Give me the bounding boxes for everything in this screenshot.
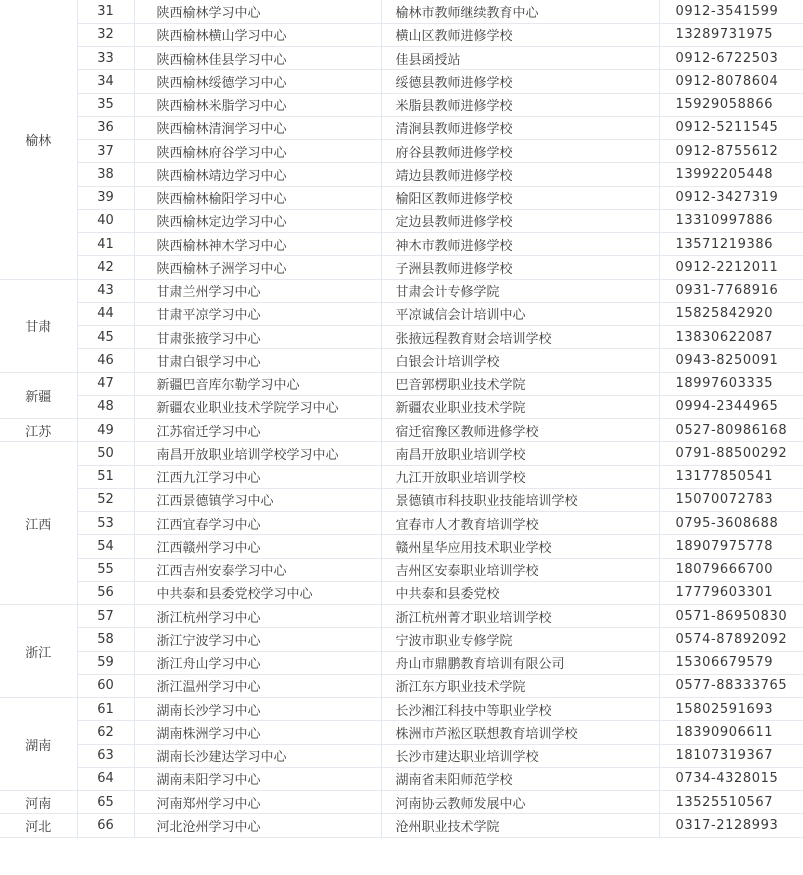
phone-cell: 15070072783 (659, 488, 803, 511)
table-row (0, 116, 803, 139)
host-organization-cell: 长沙市建达职业培训学校 (381, 744, 659, 767)
row-number-cell: 50 (77, 442, 134, 465)
phone-cell: 15929058866 (659, 93, 803, 116)
host-organization-cell: 横山区教师进修学校 (381, 23, 659, 46)
learning-center-cell: 浙江杭州学习中心 (134, 605, 381, 628)
table-row (0, 674, 803, 697)
host-organization-cell: 宁波市职业专修学院 (381, 628, 659, 651)
table-row (0, 372, 803, 395)
row-number-cell: 52 (77, 488, 134, 511)
phone-cell: 18997603335 (659, 372, 803, 395)
table-row (0, 512, 803, 535)
learning-center-cell: 湖南耒阳学习中心 (134, 767, 381, 790)
row-number-cell: 45 (77, 326, 134, 349)
phone-cell: 0791-88500292 (659, 442, 803, 465)
learning-center-cell: 江西吉州安泰学习中心 (134, 558, 381, 581)
host-organization-cell: 榆阳区教师进修学校 (381, 186, 659, 209)
row-number-cell: 64 (77, 767, 134, 790)
phone-cell: 0571-86950830 (659, 605, 803, 628)
learning-center-cell: 南昌开放职业培训学校学习中心 (134, 442, 381, 465)
row-number-cell: 34 (77, 70, 134, 93)
host-organization-cell: 株洲市芦淞区联想教育培训学校 (381, 721, 659, 744)
learning-center-cell: 浙江宁波学习中心 (134, 628, 381, 651)
table-row (0, 721, 803, 744)
region-cell: 江西 (0, 442, 77, 605)
host-organization-cell: 子洲县教师进修学校 (381, 256, 659, 279)
phone-cell: 0574-87892092 (659, 628, 803, 651)
host-organization-cell: 河南协云教师发展中心 (381, 791, 659, 814)
phone-cell: 13525510567 (659, 791, 803, 814)
row-number-cell: 47 (77, 372, 134, 395)
region-cell: 河南 (0, 791, 77, 814)
phone-cell: 0912-8755612 (659, 140, 803, 163)
host-organization-cell: 浙江东方职业技术学院 (381, 674, 659, 697)
learning-center-cell: 江苏宿迁学习中心 (134, 419, 381, 442)
row-number-cell: 53 (77, 512, 134, 535)
learning-center-cell: 陕西榆林清涧学习中心 (134, 116, 381, 139)
learning-center-cell: 江西景德镇学习中心 (134, 488, 381, 511)
row-number-cell: 44 (77, 302, 134, 325)
learning-center-cell: 河北沧州学习中心 (134, 814, 381, 837)
phone-cell: 13177850541 (659, 465, 803, 488)
row-number-cell: 60 (77, 674, 134, 697)
row-number-cell: 40 (77, 209, 134, 232)
phone-cell: 13571219386 (659, 233, 803, 256)
table-row (0, 698, 803, 721)
host-organization-cell: 平凉诚信会计培训中心 (381, 302, 659, 325)
learning-center-cell: 浙江舟山学习中心 (134, 651, 381, 674)
table-row (0, 744, 803, 767)
learning-center-cell: 甘肃张掖学习中心 (134, 326, 381, 349)
table-row (0, 605, 803, 628)
row-number-cell: 63 (77, 744, 134, 767)
table-row (0, 256, 803, 279)
row-number-cell: 56 (77, 581, 134, 604)
host-organization-cell: 湖南省耒阳师范学校 (381, 767, 659, 790)
row-number-cell: 48 (77, 395, 134, 418)
row-number-cell: 36 (77, 116, 134, 139)
row-number-cell: 59 (77, 651, 134, 674)
learning-center-cell: 河南郑州学习中心 (134, 791, 381, 814)
phone-cell: 15825842920 (659, 302, 803, 325)
row-number-cell: 42 (77, 256, 134, 279)
row-number-cell: 37 (77, 140, 134, 163)
row-number-cell: 58 (77, 628, 134, 651)
table-row (0, 279, 803, 302)
phone-cell: 13830622087 (659, 326, 803, 349)
host-organization-cell: 靖边县教师进修学校 (381, 163, 659, 186)
row-number-cell: 51 (77, 465, 134, 488)
host-organization-cell: 九江开放职业培训学校 (381, 465, 659, 488)
host-organization-cell: 张掖远程教育财会培训学校 (381, 326, 659, 349)
phone-cell: 0734-4328015 (659, 767, 803, 790)
host-organization-cell: 神木市教师进修学校 (381, 233, 659, 256)
phone-cell: 0795-3608688 (659, 512, 803, 535)
row-number-cell: 66 (77, 814, 134, 837)
learning-center-cell: 陕西榆林靖边学习中心 (134, 163, 381, 186)
learning-center-cell: 新疆巴音库尔勒学习中心 (134, 372, 381, 395)
row-number-cell: 35 (77, 93, 134, 116)
row-number-cell: 32 (77, 23, 134, 46)
table-row (0, 791, 803, 814)
phone-cell: 15802591693 (659, 698, 803, 721)
learning-center-cell: 陕西榆林横山学习中心 (134, 23, 381, 46)
region-cell: 新疆 (0, 372, 77, 419)
learning-center-cell: 浙江温州学习中心 (134, 674, 381, 697)
table-row (0, 395, 803, 418)
host-organization-cell: 中共泰和县委党校 (381, 581, 659, 604)
region-cell: 浙江 (0, 605, 77, 698)
learning-center-cell: 陕西榆林米脂学习中心 (134, 93, 381, 116)
row-number-cell: 49 (77, 419, 134, 442)
row-number-cell: 33 (77, 47, 134, 70)
table-row (0, 70, 803, 93)
table-row (0, 93, 803, 116)
row-number-cell: 61 (77, 698, 134, 721)
phone-cell: 18390906611 (659, 721, 803, 744)
host-organization-cell: 沧州职业技术学院 (381, 814, 659, 837)
learning-center-cell: 中共泰和县委党校学习中心 (134, 581, 381, 604)
table-row (0, 651, 803, 674)
phone-cell: 0912-3427319 (659, 186, 803, 209)
phone-cell: 0577-88333765 (659, 674, 803, 697)
phone-cell: 18107319367 (659, 744, 803, 767)
table-row (0, 558, 803, 581)
table-row (0, 767, 803, 790)
host-organization-cell: 巴音郭楞职业技术学院 (381, 372, 659, 395)
host-organization-cell: 宿迁宿豫区教师进修学校 (381, 419, 659, 442)
table-row (0, 465, 803, 488)
row-number-cell: 54 (77, 535, 134, 558)
region-cell: 榆林 (0, 0, 77, 279)
learning-center-cell: 陕西榆林子洲学习中心 (134, 256, 381, 279)
learning-center-cell: 甘肃白银学习中心 (134, 349, 381, 372)
table-row (0, 209, 803, 232)
table-row (0, 23, 803, 46)
phone-cell: 0912-8078604 (659, 70, 803, 93)
host-organization-cell: 定边县教师进修学校 (381, 209, 659, 232)
table-row (0, 0, 803, 23)
host-organization-cell: 舟山市鼎鹏教育培训有限公司 (381, 651, 659, 674)
learning-center-cell: 江西宜春学习中心 (134, 512, 381, 535)
learning-center-cell: 陕西榆林佳县学习中心 (134, 47, 381, 70)
phone-cell: 0931-7768916 (659, 279, 803, 302)
learning-center-cell: 甘肃兰州学习中心 (134, 279, 381, 302)
region-cell: 河北 (0, 814, 77, 837)
table-row (0, 488, 803, 511)
table-row (0, 233, 803, 256)
host-organization-cell: 清涧县教师进修学校 (381, 116, 659, 139)
learning-center-cell: 陕西榆林府谷学习中心 (134, 140, 381, 163)
row-number-cell: 46 (77, 349, 134, 372)
host-organization-cell: 景德镇市科技职业技能培训学校 (381, 488, 659, 511)
host-organization-cell: 佳县函授站 (381, 47, 659, 70)
row-number-cell: 41 (77, 233, 134, 256)
learning-center-cell: 陕西榆林绥德学习中心 (134, 70, 381, 93)
learning-center-cell: 陕西榆林定边学习中心 (134, 209, 381, 232)
phone-cell: 0912-6722503 (659, 47, 803, 70)
row-number-cell: 38 (77, 163, 134, 186)
row-number-cell: 65 (77, 791, 134, 814)
learning-center-cell: 江西赣州学习中心 (134, 535, 381, 558)
row-number-cell: 62 (77, 721, 134, 744)
table-row (0, 302, 803, 325)
phone-cell: 0912-5211545 (659, 116, 803, 139)
region-cell: 湖南 (0, 698, 77, 791)
table-row (0, 140, 803, 163)
learning-center-cell: 甘肃平凉学习中心 (134, 302, 381, 325)
table-row (0, 186, 803, 209)
phone-cell: 0317-2128993 (659, 814, 803, 837)
host-organization-cell: 榆林市教师继续教育中心 (381, 0, 659, 23)
host-organization-cell: 宜春市人才教育培训学校 (381, 512, 659, 535)
phone-cell: 13310997886 (659, 209, 803, 232)
host-organization-cell: 米脂县教师进修学校 (381, 93, 659, 116)
learning-center-cell: 江西九江学习中心 (134, 465, 381, 488)
learning-center-cell: 陕西榆林榆阳学习中心 (134, 186, 381, 209)
table-row (0, 628, 803, 651)
phone-cell: 13992205448 (659, 163, 803, 186)
host-organization-cell: 府谷县教师进修学校 (381, 140, 659, 163)
row-number-cell: 55 (77, 558, 134, 581)
phone-cell: 18079666700 (659, 558, 803, 581)
table-row (0, 419, 803, 442)
region-cell: 江苏 (0, 419, 77, 442)
row-number-cell: 43 (77, 279, 134, 302)
table-row (0, 47, 803, 70)
learning-center-cell: 新疆农业职业技术学院学习中心 (134, 395, 381, 418)
table-row (0, 814, 803, 837)
table-row (0, 581, 803, 604)
table-row (0, 163, 803, 186)
phone-cell: 15306679579 (659, 651, 803, 674)
phone-cell: 17779603301 (659, 581, 803, 604)
host-organization-cell: 甘肃会计专修学院 (381, 279, 659, 302)
phone-cell: 0912-3541599 (659, 0, 803, 23)
host-organization-cell: 长沙湘江科技中等职业学校 (381, 698, 659, 721)
region-cell: 甘肃 (0, 279, 77, 372)
host-organization-cell: 赣州星华应用技术职业学校 (381, 535, 659, 558)
table-row (0, 349, 803, 372)
learning-center-cell: 湖南株洲学习中心 (134, 721, 381, 744)
row-number-cell: 57 (77, 605, 134, 628)
phone-cell: 18907975778 (659, 535, 803, 558)
host-organization-cell: 浙江杭州菁才职业培训学校 (381, 605, 659, 628)
host-organization-cell: 南昌开放职业培训学校 (381, 442, 659, 465)
row-number-cell: 39 (77, 186, 134, 209)
learning-center-cell: 湖南长沙学习中心 (134, 698, 381, 721)
host-organization-cell: 白银会计培训学校 (381, 349, 659, 372)
table-row (0, 326, 803, 349)
phone-cell: 0994-2344965 (659, 395, 803, 418)
row-number-cell: 31 (77, 0, 134, 23)
phone-cell: 0527-80986168 (659, 419, 803, 442)
phone-cell: 0912-2212011 (659, 256, 803, 279)
host-organization-cell: 绥德县教师进修学校 (381, 70, 659, 93)
learning-center-cell: 陕西榆林神木学习中心 (134, 233, 381, 256)
host-organization-cell: 吉州区安泰职业培训学校 (381, 558, 659, 581)
table-row (0, 442, 803, 465)
table-row (0, 535, 803, 558)
learning-center-cell: 湖南长沙建达学习中心 (134, 744, 381, 767)
learning-center-cell: 陕西榆林学习中心 (134, 0, 381, 23)
phone-cell: 13289731975 (659, 23, 803, 46)
host-organization-cell: 新疆农业职业技术学院 (381, 395, 659, 418)
phone-cell: 0943-8250091 (659, 349, 803, 372)
